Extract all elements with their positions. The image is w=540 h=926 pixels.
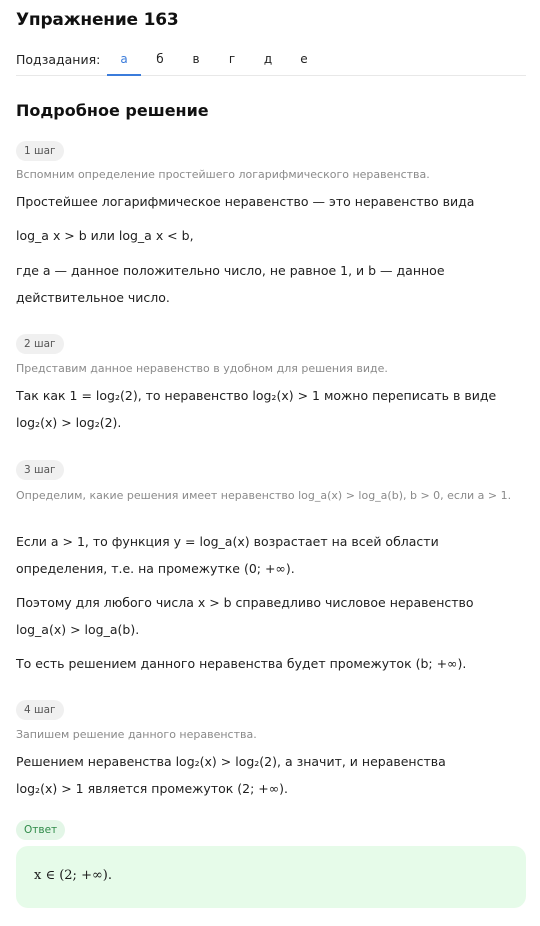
answer-value: x ∈ (2; +∞).: [34, 868, 112, 883]
subtasks-label: Подзадания:: [16, 52, 101, 67]
step-badge: 4 шаг: [16, 700, 64, 720]
step-badge: 3 шаг: [16, 460, 64, 480]
tab-b[interactable]: б: [156, 52, 164, 66]
step-line: Решением неравенства log₂(x) > log₂(2), а значит, и неравенства: [16, 754, 446, 769]
step-line: где a — данное положительно число, не равное 1, и b — данное: [16, 263, 445, 278]
step-badge: 1 шаг: [16, 141, 64, 161]
tab-a[interactable]: а: [107, 52, 141, 76]
step-line: Так как 1 = log₂(2), то неравенство log₂(x) > 1 можно переписать в виде: [16, 388, 497, 403]
step-line: Простейшее логарифмическое неравенство — это неравенство вида: [16, 194, 475, 209]
step-badge: 2 шаг: [16, 334, 64, 354]
step-line: log₂(x) > 1 является промежуток (2; +∞).: [16, 781, 289, 796]
step-line: определения, т.е. на промежутке (0; +∞).: [16, 561, 295, 576]
step-line: действительное число.: [16, 290, 170, 305]
step-line: Поэтому для любого числа x > b справедливо числовое неравенство: [16, 595, 474, 610]
answer-badge: Ответ: [16, 820, 65, 840]
step-line: Если a > 1, то функция y = log_a(x) возрастает на всей области: [16, 534, 439, 549]
step-hint: Вспомним определение простейшего логарифмического неравенства.: [16, 168, 430, 181]
page-title: Упражнение 163: [16, 10, 179, 30]
step-line: log_a(x) > log_a(b).: [16, 622, 140, 637]
subtasks-bar: [16, 50, 526, 76]
tab-v[interactable]: в: [192, 52, 200, 66]
step-line: log_a x > b или log_a x < b,: [16, 228, 194, 243]
step-line: log₂(x) > log₂(2).: [16, 415, 122, 430]
answer-box: [16, 846, 526, 908]
step-hint: Представим данное неравенство в удобном для решения виде.: [16, 362, 388, 375]
tab-e[interactable]: е: [300, 52, 308, 66]
step-hint: Определим, какие решения имеет неравенство log_a(x) > log_a(b), b > 0, если a > 1.: [16, 489, 512, 502]
tab-g[interactable]: г: [228, 52, 236, 66]
step-line: То есть решением данного неравенства будет промежуток (b; +∞).: [16, 656, 467, 671]
section-title: Подробное решение: [16, 101, 209, 120]
tab-d[interactable]: д: [263, 52, 273, 66]
step-hint: Запишем решение данного неравенства.: [16, 728, 257, 741]
